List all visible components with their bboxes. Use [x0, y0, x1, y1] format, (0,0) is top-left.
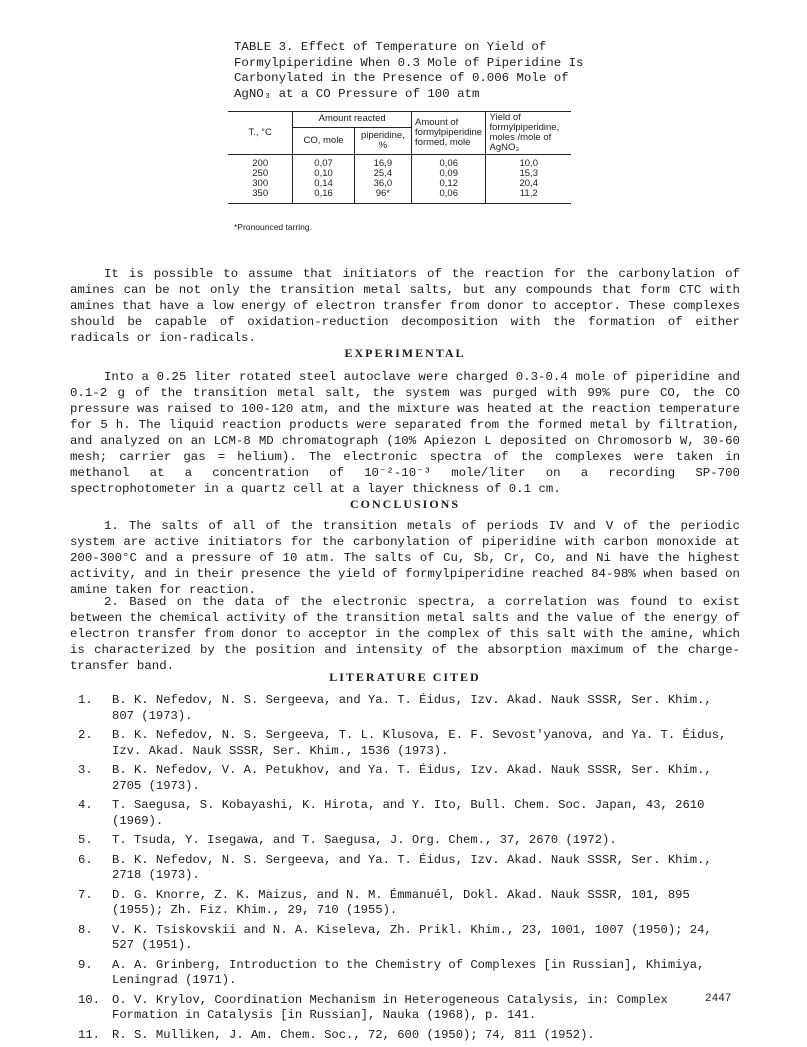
page-number: 2447: [705, 993, 732, 1005]
cell-formed: 0,06: [412, 189, 486, 204]
reference-text: A. A. Grinberg, Introduction to the Chemistry of Complexes [in Russian], Khimiya, Leningrad (1971).: [112, 957, 705, 987]
table-footnote: *Pronounced tarring.: [234, 222, 312, 232]
conclusion-item: 2. Based on the data of the electronic spectra, a correlation was found to exist between the chemical activity of the transition metal salts and the value of the energy of electron transfer from donor to acceptor in the complex of this salt with the amine, which is characterized by the position and intensity of the absorption maximum of the charge-transfer band.: [70, 595, 740, 673]
cell-piperidine: 36,0: [354, 179, 411, 189]
cell-formed: 0,06: [412, 155, 486, 170]
conclusion-item: 1. The salts of all of the transition metals of periods IV and V of the periodic system are active initiators for the carbonylation of piperidine with carbon monoxide at 200-300°C and a pressure of 10 atm. The salts of Cu, Sb, Cr, Co, and Ni have the highest activity, and in their presence the yield of formylpiperidine reached 84-98% when based on amine taken for reaction.: [70, 519, 740, 597]
reference-number: 6.: [78, 852, 93, 867]
table-row: [228, 155, 571, 170]
cell-piperidine: 25,4: [354, 169, 411, 179]
cell-co: 0,07: [293, 155, 354, 170]
reference-item: [70, 923, 740, 954]
cell-co: 0,10: [293, 169, 354, 179]
header-yield: Yield of formylpiperidine, moles /mole of AgNO₃: [486, 112, 571, 155]
reference-item: [70, 958, 740, 989]
header-temp: T., °C: [228, 112, 293, 155]
cell-temp: 200: [252, 158, 269, 169]
reference-number: 11.: [78, 1027, 100, 1042]
reference-number: 7.: [78, 887, 93, 902]
reference-text: R. S. Mulliken, J. Am. Chem. Soc., 72, 600 (1950); 74, 811 (1952).: [112, 1027, 595, 1042]
table-caption: TABLE 3. Effect of Temperature on Yield of Formylpiperidine When 0.3 Mole of Piperidine Is Carbonylated in the Presence of 0.006 Mole of AgNO₃ at a CO Pressure of 100 atm: [234, 40, 584, 101]
header-piperidine: piperidine, %: [354, 127, 411, 154]
header-co: CO, mole: [293, 127, 354, 154]
reference-item: [70, 888, 740, 919]
reference-number: 3.: [78, 763, 93, 777]
cell-temp: 350: [228, 189, 293, 204]
reference-item: [70, 798, 740, 829]
header-amount-reacted: Amount reacted: [293, 112, 412, 128]
reference-text: B. K. Nefedov, N. S. Sergeeva, T. L. Klusova, E. F. Sevost'yanova, and Ya. T. Éidus, Izv. Akad. Nauk SSSR, Ser. Khim., 1536 (1973).: [112, 728, 727, 758]
cell-piperidine: 16,9: [354, 155, 411, 170]
table-row: [228, 189, 571, 204]
reference-text: T. Saegusa, S. Kobayashi, K. Hirota, and Y. Ito, Bull. Chem. Soc. Japan, 43, 2610 (1969).: [112, 798, 705, 828]
cell-piperidine: 96*: [354, 189, 411, 204]
intro-paragraph: It is possible to assume that initiators of the reaction for the carbonylation of amines can be not only the transition metal salts, but any compounds that form CTC with amines that have a low energy of electron transfer from donor to acceptor. These complexes should be capable of oxidation-reduction decomposition with the formation of either radicals or ion-radicals.: [70, 267, 740, 345]
reference-item: [70, 1028, 740, 1044]
reference-text: B. K. Nefedov, N. S. Sergeeva, and Ya. T. Éidus, Izv. Akad. Nauk SSSR, Ser. Khim., 807 (1973).: [112, 693, 712, 723]
reference-text: T. Tsuda, Y. Isegawa, and T. Saegusa, J. Org. Chem., 37, 2670 (1972).: [112, 833, 617, 847]
cell-formed: 0,09: [412, 169, 486, 179]
reference-number: 2.: [78, 728, 93, 742]
cell-yield: 10,0: [486, 155, 571, 170]
reference-number: 5.: [78, 833, 93, 847]
cell-temp: 250: [252, 168, 269, 179]
reference-number: 1.: [78, 693, 93, 707]
reference-number: 9.: [78, 957, 93, 972]
reference-item: [70, 993, 740, 1024]
cell-yield: 20,4: [486, 179, 571, 189]
literature-heading: LITERATURE CITED: [329, 670, 481, 684]
reference-item: [70, 853, 740, 884]
reference-number: 4.: [78, 798, 93, 812]
data-table: [228, 111, 571, 204]
reference-text: B. K. Nefedov, N. S. Sergeeva, and Ya. T. Éidus, Izv. Akad. Nauk SSSR, Ser. Khim., 2718 (1973).: [112, 852, 712, 882]
reference-list: [70, 693, 740, 1047]
reference-text: O. V. Krylov, Coordination Mechanism in Heterogeneous Catalysis, in: Complex Formation in Catalysis [in Russian], Nauka (1968), p. 141.: [112, 992, 668, 1022]
reference-item: [70, 763, 740, 794]
cell-temp: 300: [252, 178, 269, 189]
reference-text: V. K. Tsiskovskii and N. A. Kiseleva, Zh. Prikl. Khim., 23, 1001, 1007 (1950); 24, 527 (1951).: [112, 922, 712, 952]
reference-text: D. G. Knorre, Z. K. Maizus, and N. M. Émmanuél, Dokl. Akad. Nauk SSSR, 101, 895 (1955); Zh. Fiz. Khim., 29, 710 (1955).: [112, 887, 690, 917]
experimental-paragraph: Into a 0.25 liter rotated steel autoclave were charged 0.3-0.4 mole of piperidine and 0.1-2 g of the transition metal salt, the system was purged with 99% pure CO, the CO pressure was raised to 100-120 atm, and the mixture was heated at the reaction temperature for 5 h. The liquid reaction products were separated from the formed metal by filtration, and analyzed on an LCM-8 MD chromatograph (10% Apiezon L deposited on Chromosorb W, 30-60 mesh; carrier gas = helium). The electronic spectra of the complexes were taken in methanol at a concentration of 10⁻²-10⁻³ mole/liter on a recording SP-700 spectrophotometer in a quartz cell at a layer thickness of 0.1 cm.: [70, 370, 740, 496]
cell-yield: 15,3: [486, 169, 571, 179]
cell-formed: 0,12: [412, 179, 486, 189]
cell-co: 0,16: [293, 189, 354, 204]
header-formed: Amount of formylpiperidine formed, mole: [412, 112, 486, 155]
cell-co: 0,14: [293, 179, 354, 189]
reference-number: 8.: [78, 922, 93, 937]
reference-text: B. K. Nefedov, V. A. Petukhov, and Ya. T. Éidus, Izv. Akad. Nauk SSSR, Ser. Khim., 2705 (1973).: [112, 763, 712, 793]
reference-item: [70, 728, 740, 759]
cell-yield: 11,2: [486, 189, 571, 204]
conclusions-heading: CONCLUSIONS: [349, 497, 461, 511]
experimental-heading: EXPERIMENTAL: [344, 346, 466, 360]
reference-item: [70, 693, 740, 724]
reference-item: [70, 833, 740, 849]
reference-number: 10.: [78, 992, 100, 1007]
